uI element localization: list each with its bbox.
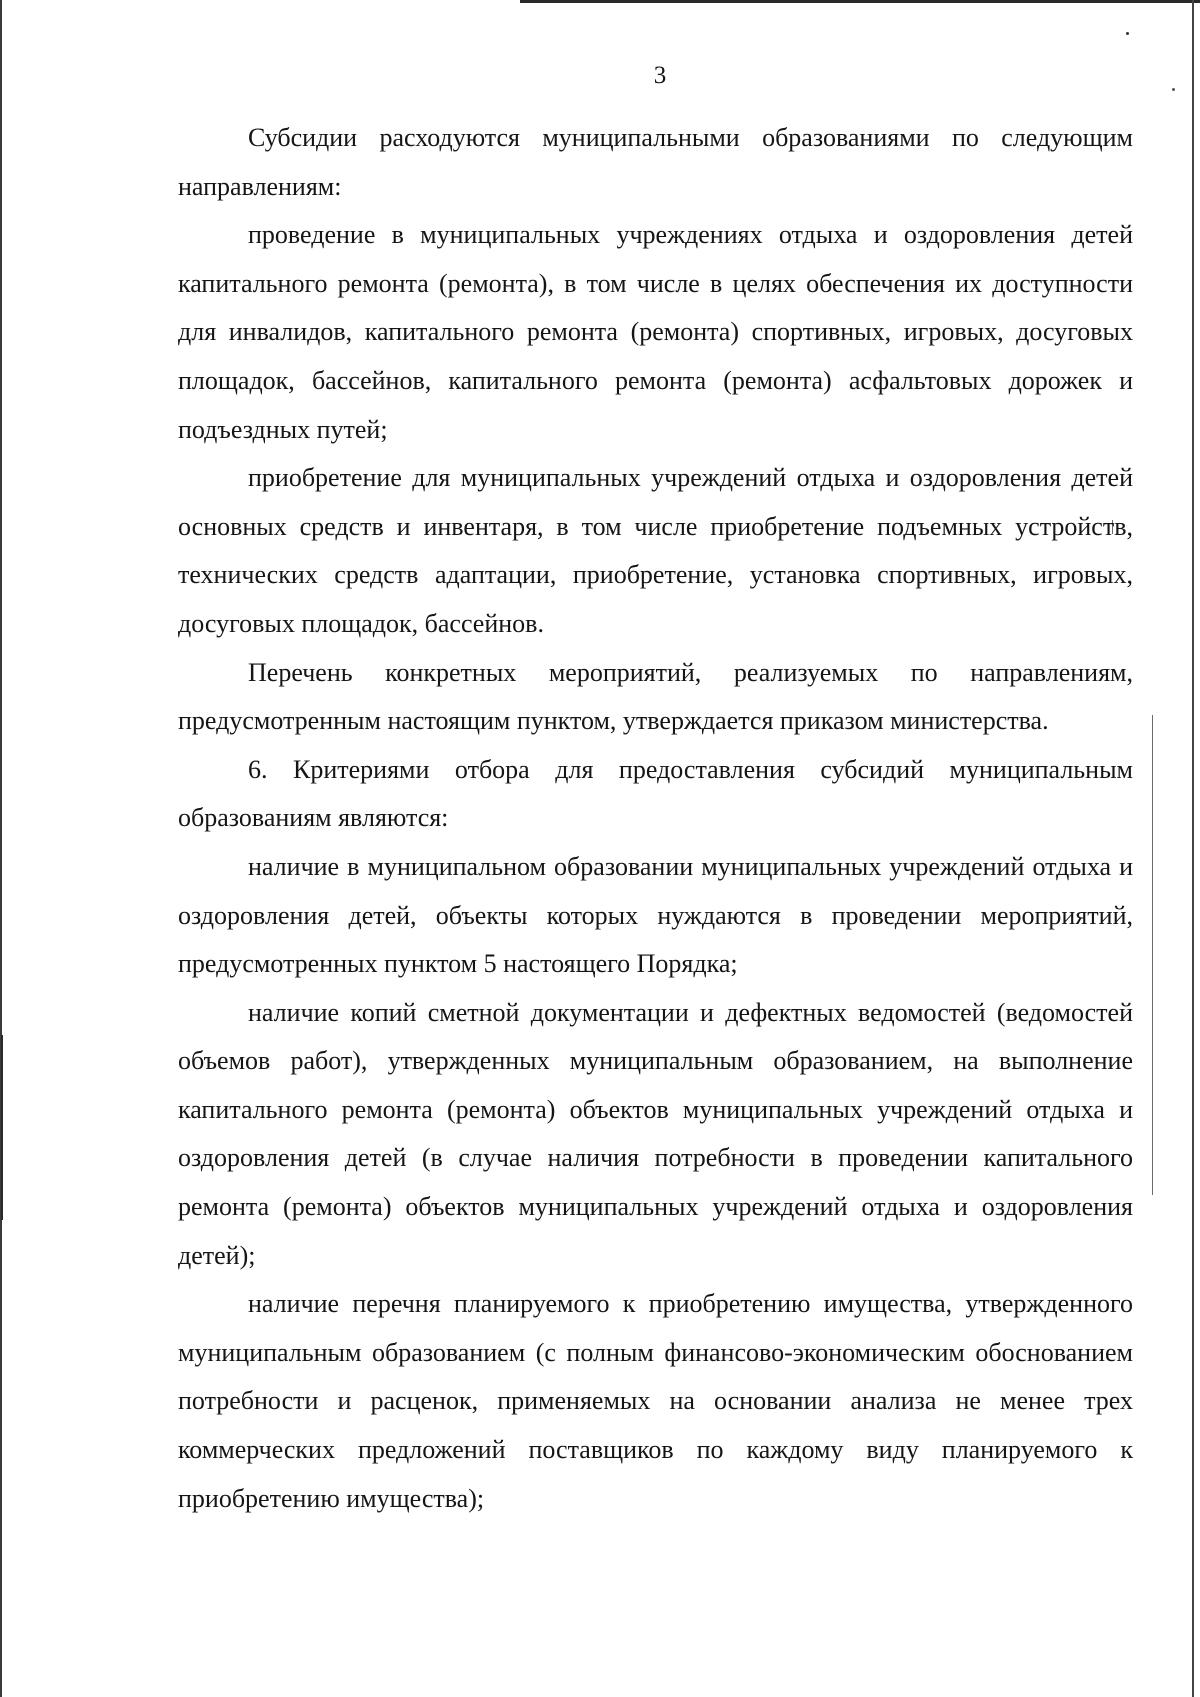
paragraph-criterion-estimates: наличие копий сметной документации и дефектных ведомостей (ведомостей объемов работ), утвержденных муниципальным образованием, на выполнение капитального ремонта (ремонта) объектов муниципальных учреждений отдыха и оздоровления детей (в случае наличия потребности в проведении капитального ремонта (ремонта) объектов муниципальных учреждений отдыха и оздоровления детей); [178,997,1133,1270]
paragraph-acquisition: приобретение для муниципальных учреждений отдыха и оздоровления детей основных средств и инвентаря, в том числе приобретение подъемных устройств, технических средств адаптации, приобретение, установка спортивных, игровых, досуговых площадок, бассейнов. [178,463,1133,638]
paragraph-measures-list: Перечень конкретных мероприятий, реализуемых по направлениям, предусмотренным настоящим пунктом, утверждается приказом министерства. [178,657,1133,736]
scan-edge-right [1192,0,1194,1697]
scan-speck [1126,32,1129,35]
page-number: 3 [653,62,667,89]
paragraph-criterion-property-list: наличие перечня планируемого к приобретению имущества, утвержденного муниципальным образованием (с полным финансово-экономическим обоснованием потребности и расценок, применяемых на основании анализа не менее трех коммерческих предложений поставщиков по каждому виду планируемого к приобретению имущества); [178,1289,1133,1513]
paragraph-capital-repair: проведение в муниципальных учреждениях отдыха и оздоровления детей капитального ремонта (ремонта), в том числе в целях обеспечения их доступности для инвалидов, капитального ремонта (ремонта) спортивных, игровых, досуговых площадок, бассейнов, капитального ремонта (ремонта) асфальтовых дорожек и подъездных путей; [178,220,1133,444]
scan-edge-left [0,0,2,1697]
paragraph-subsidy-directions: Субсидии расходуются муниципальными образованиями по следующим направлениям: [178,123,1133,201]
paragraph-criterion-institutions: наличие в муниципальном образовании муниципальных учреждений отдыха и оздоровления детей, объекты которых нуждаются в проведении мероприятий, предусмотренных пунктом 5 настоящего Порядка; [178,851,1133,979]
document-body [178,114,1133,1523]
scan-edge-top [520,0,1200,3]
scan-speck [1172,88,1175,91]
scan-mark [1,1035,3,1220]
paragraph-selection-criteria: 6. Критериями отбора для предоставления субсидий муниципальным образованиям являются: [178,754,1133,833]
scan-mark [1152,715,1153,1195]
